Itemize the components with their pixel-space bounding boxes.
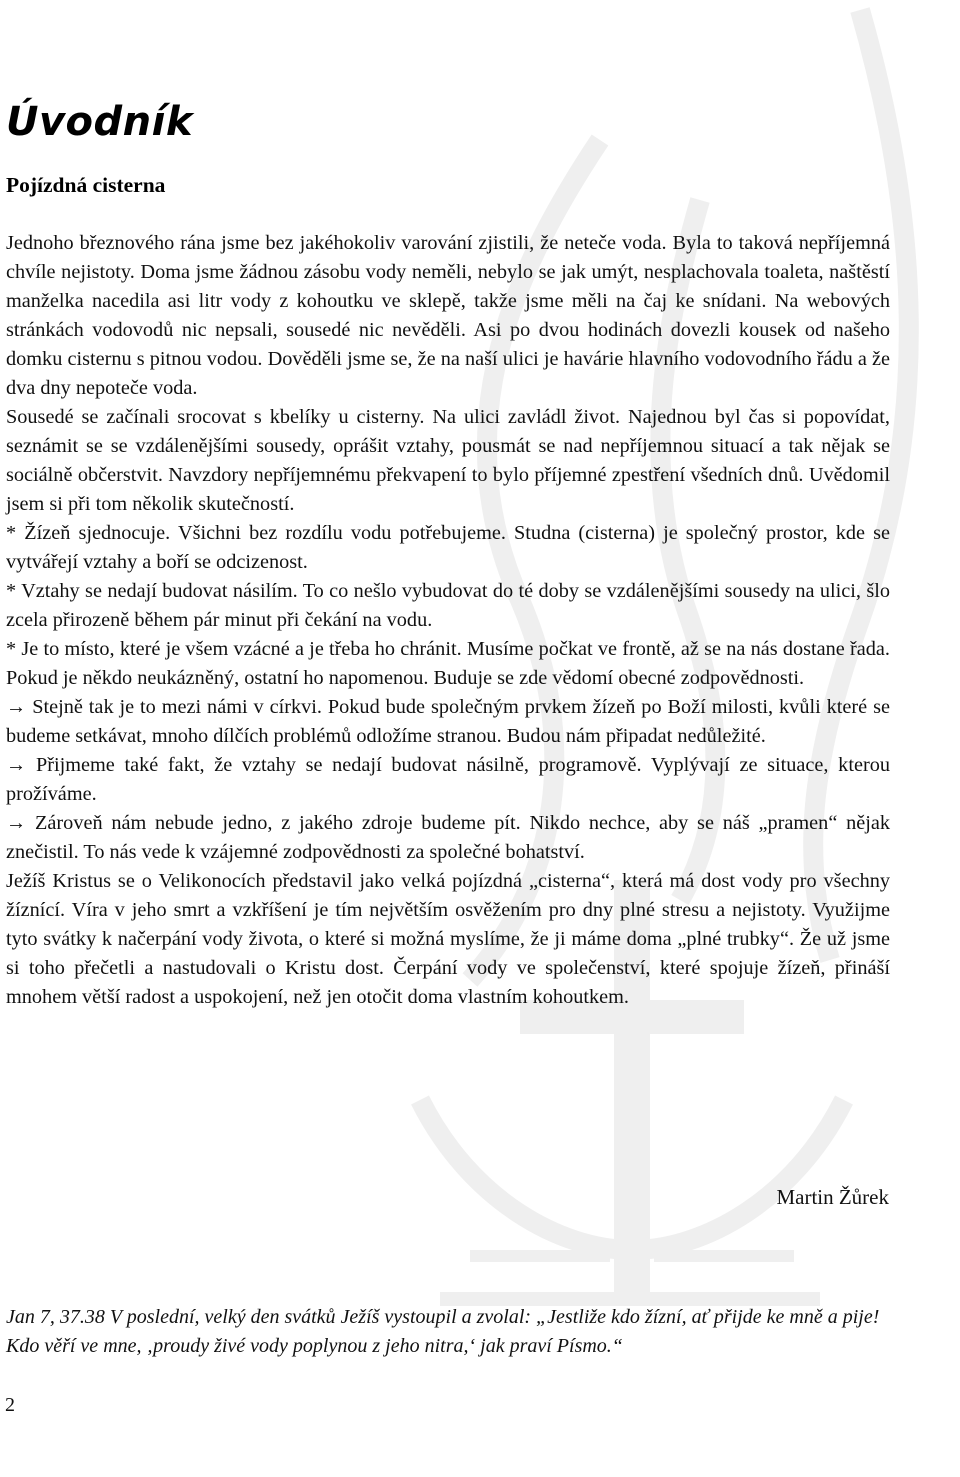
quote-line: Kdo věří ve mne, ‚proudy živé vody poplynou z jeho nitra,‘ jak praví Písmo.“ (6, 1335, 623, 1357)
article-subtitle: Pojízdná cisterna (6, 173, 166, 197)
author-signature: Martin Žůrek (776, 1185, 889, 1209)
paragraph: → Stejně tak je to mezi námi v církvi. Pokud bude společným prvkem žízeň po Boží milosti, kvůli které se budeme setkávat, mnoho dílčích problémů odložíme stranou. Budou nám připadat nedůležité. (6, 696, 890, 747)
paragraph: → Zároveň nám nebude jedno, z jakého zdroje budeme pít. Nikdo nechce, aby se náš „pramen“ nějak znečistil. To nás vede k vzájemné zodpovědnosti za společné bohatství. (6, 812, 890, 863)
article-body (6, 229, 890, 1012)
page-number: 2 (5, 1394, 15, 1416)
paragraph: Jednoho březnového rána jsme bez jakéhokoliv varování zjistili, že neteče voda. Byla to taková nepříjemná chvíle nejistoty. Doma jsme žádnou zásobu vody neměli, nebylo se jak umýt, nesplachovala toaleta, naštěstí manželka nacedila asi litr vody z kohoutku ve sklepě, takže jsme měli na čaj ke snídani. Na webových stránkách vodovodů nic nepsali, sousedé nic nevěděli. Asi po dvou hodinách dovezli kousek od našeho domku cisternu s pitnou vodou. Dověděli jsme se, že na naší ulici je havárie hlavního vodovodního řádu a že dva dny nepoteče voda. (6, 232, 890, 399)
paragraph: Ježíš Kristus se o Velikonocích představil jako velká pojízdná „cisterna“, která má dost vody pro všechny žíznící. Víra v jeho smrt a vzkříšení je tím největším osvěžením pro dny plné stresu a nejistoty. Využijme tyto svátky k načerpání vody života, o které si možná myslíme, že ji máme doma „plné trubky“. Že už jsme si toho přečetli a nastudovali o Kristu dost. Čerpání vody ve společenství, které spojuje žízeň, přináší mnohem větší radost a uspokojení, než jen otočit doma vlastním kohoutkem. (6, 870, 890, 1008)
paragraph: * Žízeň sjednocuje. Všichni bez rozdílu vodu potřebujeme. Studna (cisterna) je společný prostor, kde se vytvářejí vztahy a boří se odcizenost. (6, 522, 890, 573)
paragraph: Sousedé se začínali srocovat s kbelíky u cisterny. Na ulici zavládl život. Najednou byl čas si popovídat, seznámit se se vzdálenějšími sousedy, oprášit vztahy, pousmát se nad nepříjemnou situací a tak nějak se sociálně občerstvit. Navzdory nepříjemnému překvapení to bylo příjemné zpestření všedních dnů. Uvědomil jsem si při tom několik skutečností. (6, 406, 890, 515)
paragraph: * Je to místo, které je všem vzácné a je třeba ho chránit. Musíme počkat ve frontě, až se na nás dostane řada. Pokud je někdo neukázněný, ostatní ho napomenou. Buduje se zde vědomí obecné zodpovědnosti. (6, 638, 890, 689)
page-title: Úvodník (6, 99, 193, 145)
bible-quote (6, 1303, 896, 1361)
quote-line: Jan 7, 37.38 V poslední, velký den svátků Ježíš vystoupil a zvolal: „Jestliže kdo žízní, ať přijde ke mně a pije! (6, 1306, 880, 1328)
paragraph: → Přijmeme také fakt, že vztahy se nedají budovat násilně, programově. Vyplývají ze situace, kterou prožíváme. (6, 754, 890, 805)
paragraph: * Vztahy se nedají budovat násilím. To co nešlo vybudovat do té doby se vzdálenějšími sousedy na ulici, šlo zcela přirozeně během pár minut při čekání na vodu. (6, 580, 890, 631)
